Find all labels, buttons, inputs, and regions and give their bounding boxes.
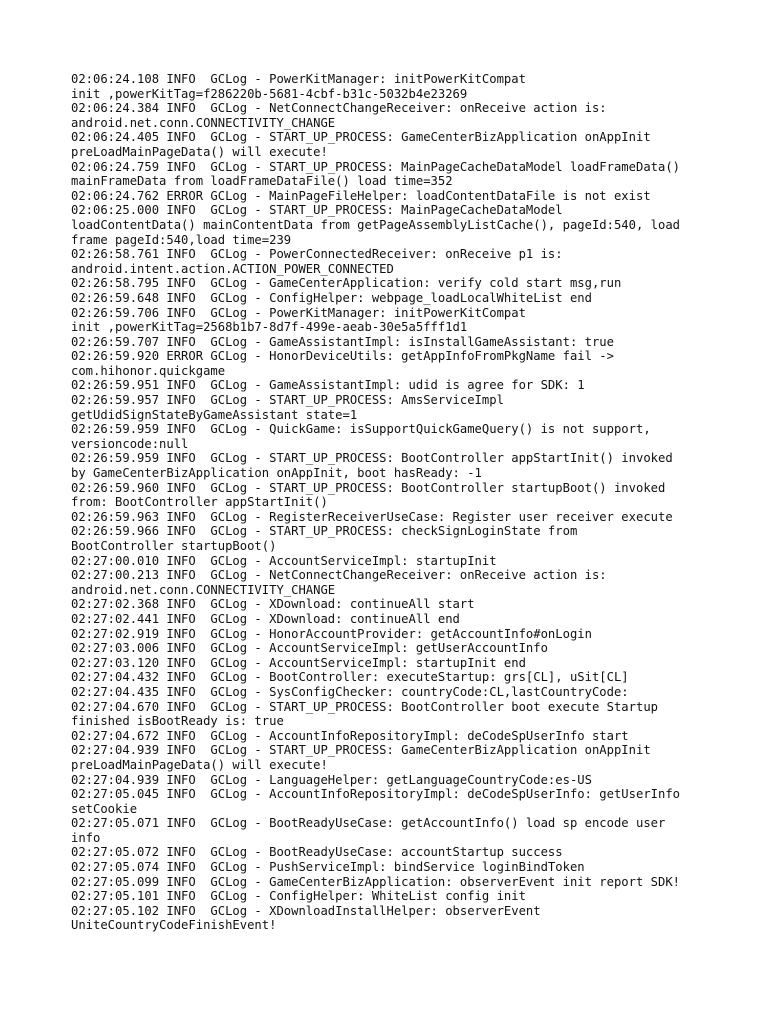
log-line: loadContentData() mainContentData from getPageAssemblyListCache(), pageId:540, load	[71, 217, 681, 232]
log-line: by GameCenterBizApplication onAppInit, boot hasReady: -1	[71, 466, 482, 481]
log-line: 02:27:02.441 INFO GCLog - XDownload: continueAll end	[71, 611, 460, 626]
log-line: 02:26:58.761 INFO GCLog - PowerConnectedReceiver: onReceive p1 is:	[71, 247, 563, 262]
log-line: 02:27:03.120 INFO GCLog - AccountServiceImpl: startupInit end	[71, 655, 526, 670]
log-line: 02:26:59.963 INFO GCLog - RegisterReceiverUseCase: Register user receiver execute	[71, 509, 673, 524]
log-line: 02:06:24.108 INFO GCLog - PowerKitManager: initPowerKitCompat	[71, 72, 526, 86]
log-line: 02:27:00.213 INFO GCLog - NetConnectChangeReceiver: onReceive action is:	[71, 568, 607, 583]
log-line: 02:27:05.101 INFO GCLog - ConfigHelper: WhiteList config init	[71, 889, 526, 904]
log-line: 02:06:25.000 INFO GCLog - START_UP_PROCESS: MainPageCacheDataModel	[71, 203, 563, 218]
log-line: 02:26:59.966 INFO GCLog - START_UP_PROCESS: checkSignLoginState from	[71, 524, 578, 539]
log-line: 02:27:02.919 INFO GCLog - HonorAccountProvider: getAccountInfo#onLogin	[71, 626, 592, 641]
log-line: 02:26:59.957 INFO GCLog - START_UP_PROCESS: AmsServiceImpl	[71, 393, 504, 408]
log-line: 02:27:05.102 INFO GCLog - XDownloadInstallHelper: observerEvent	[71, 903, 541, 918]
log-body	[71, 72, 711, 933]
log-line: com.hihonor.quickgame	[71, 363, 226, 378]
log-line: frame pageId:540,load time=239	[71, 232, 292, 247]
log-line: info	[71, 830, 101, 845]
log-line: 02:27:04.672 INFO GCLog - AccountInfoRepositoryImpl: deCodeSpUserInfo start	[71, 728, 629, 743]
log-line: android.net.conn.CONNECTIVITY_CHANGE	[71, 582, 336, 597]
log-line: 02:27:05.045 INFO GCLog - AccountInfoRepositoryImpl: deCodeSpUserInfo: getUserInfo	[71, 787, 681, 802]
log-line: 02:26:59.648 INFO GCLog - ConfigHelper: webpage_loadLocalWhiteList end	[71, 290, 592, 305]
log-line: 02:26:58.795 INFO GCLog - GameCenterApplication: verify cold start msg,run	[71, 276, 622, 291]
log-line: 02:06:24.384 INFO GCLog - NetConnectChangeReceiver: onReceive action is:	[71, 101, 607, 116]
log-line: 02:26:59.920 ERROR GCLog - HonorDeviceUtils: getAppInfoFromPkgName fail ->	[71, 349, 614, 364]
log-line: BootController startupBoot()	[71, 539, 277, 553]
log-line: UniteCountryCodeFinishEvent!	[71, 918, 277, 933]
log-line: android.intent.action.ACTION_POWER_CONNECTED	[71, 261, 394, 276]
log-line: init ,powerKitTag=f286220b-5681-4cbf-b31c-5032b4e23269	[71, 86, 468, 101]
log-line: 02:26:59.959 INFO GCLog - START_UP_PROCESS: BootController appStartInit() invoked	[71, 451, 673, 466]
log-line: preLoadMainPageData() will execute!	[71, 144, 328, 159]
log-line: setCookie	[71, 801, 138, 816]
log-line: 02:26:59.960 INFO GCLog - START_UP_PROCESS: BootController startupBoot() invoked	[71, 480, 666, 495]
log-line: finished isBootReady is: true	[71, 714, 284, 729]
log-line: 02:26:59.951 INFO GCLog - GameAssistantImpl: udid is agree for SDK: 1	[71, 378, 585, 393]
log-line: 02:27:00.010 INFO GCLog - AccountServiceImpl: startupInit	[71, 553, 497, 568]
log-line: mainFrameData from loadFrameDataFile() load time=352	[71, 174, 453, 189]
log-line: 02:27:03.006 INFO GCLog - AccountServiceImpl: getUserAccountInfo	[71, 641, 548, 656]
log-line: 02:27:04.939 INFO GCLog - START_UP_PROCESS: GameCenterBizApplication onAppInit	[71, 743, 651, 758]
log-line: 02:27:04.435 INFO GCLog - SysConfigChecker: countryCode:CL,lastCountryCode:	[71, 684, 629, 699]
log-line: 02:06:24.405 INFO GCLog - START_UP_PROCESS: GameCenterBizApplication onAppInit	[71, 130, 651, 145]
log-line: 02:26:59.707 INFO GCLog - GameAssistantImpl: isInstallGameAssistant: true	[71, 334, 614, 349]
log-line: 02:26:59.959 INFO GCLog - QuickGame: isSupportQuickGameQuery() is not support,	[71, 422, 651, 437]
log-line: 02:26:59.706 INFO GCLog - PowerKitManager: initPowerKitCompat	[71, 305, 526, 320]
log-line: 02:27:05.072 INFO GCLog - BootReadyUseCase: accountStartup success	[71, 845, 563, 860]
log-line: 02:27:04.432 INFO GCLog - BootController: executeStartup: grs[CL], uSit[CL]	[71, 670, 629, 685]
log-line: getUdidSignStateByGameAssistant state=1	[71, 407, 358, 422]
log-line: 02:27:05.071 INFO GCLog - BootReadyUseCase: getAccountInfo() load sp encode user	[71, 816, 666, 831]
log-line: 02:27:05.099 INFO GCLog - GameCenterBizApplication: observerEvent init report SDK!	[71, 874, 681, 889]
log-line: 02:06:24.759 INFO GCLog - START_UP_PROCESS: MainPageCacheDataModel loadFrameData()	[71, 159, 681, 174]
log-line: preLoadMainPageData() will execute!	[71, 757, 328, 772]
log-line: 02:27:05.074 INFO GCLog - PushServiceImpl: bindService loginBindToken	[71, 860, 585, 875]
log-line: 02:27:04.670 INFO GCLog - START_UP_PROCESS: BootController boot execute Startup	[71, 699, 658, 714]
log-line: versioncode:null	[71, 436, 189, 451]
log-document	[71, 72, 711, 933]
log-line: 02:27:02.368 INFO GCLog - XDownload: continueAll start	[71, 597, 475, 612]
log-line: from: BootController appStartInit()	[71, 495, 328, 510]
log-line: 02:06:24.762 ERROR GCLog - MainPageFileHelper: loadContentDataFile is not exist	[71, 188, 651, 203]
log-line: init ,powerKitTag=2568b1b7-8d7f-499e-aeab-30e5a5fff1d1	[71, 320, 468, 335]
log-line: 02:27:04.939 INFO GCLog - LanguageHelper: getLanguageCountryCode:es-US	[71, 772, 592, 787]
log-line: android.net.conn.CONNECTIVITY_CHANGE	[71, 115, 336, 130]
